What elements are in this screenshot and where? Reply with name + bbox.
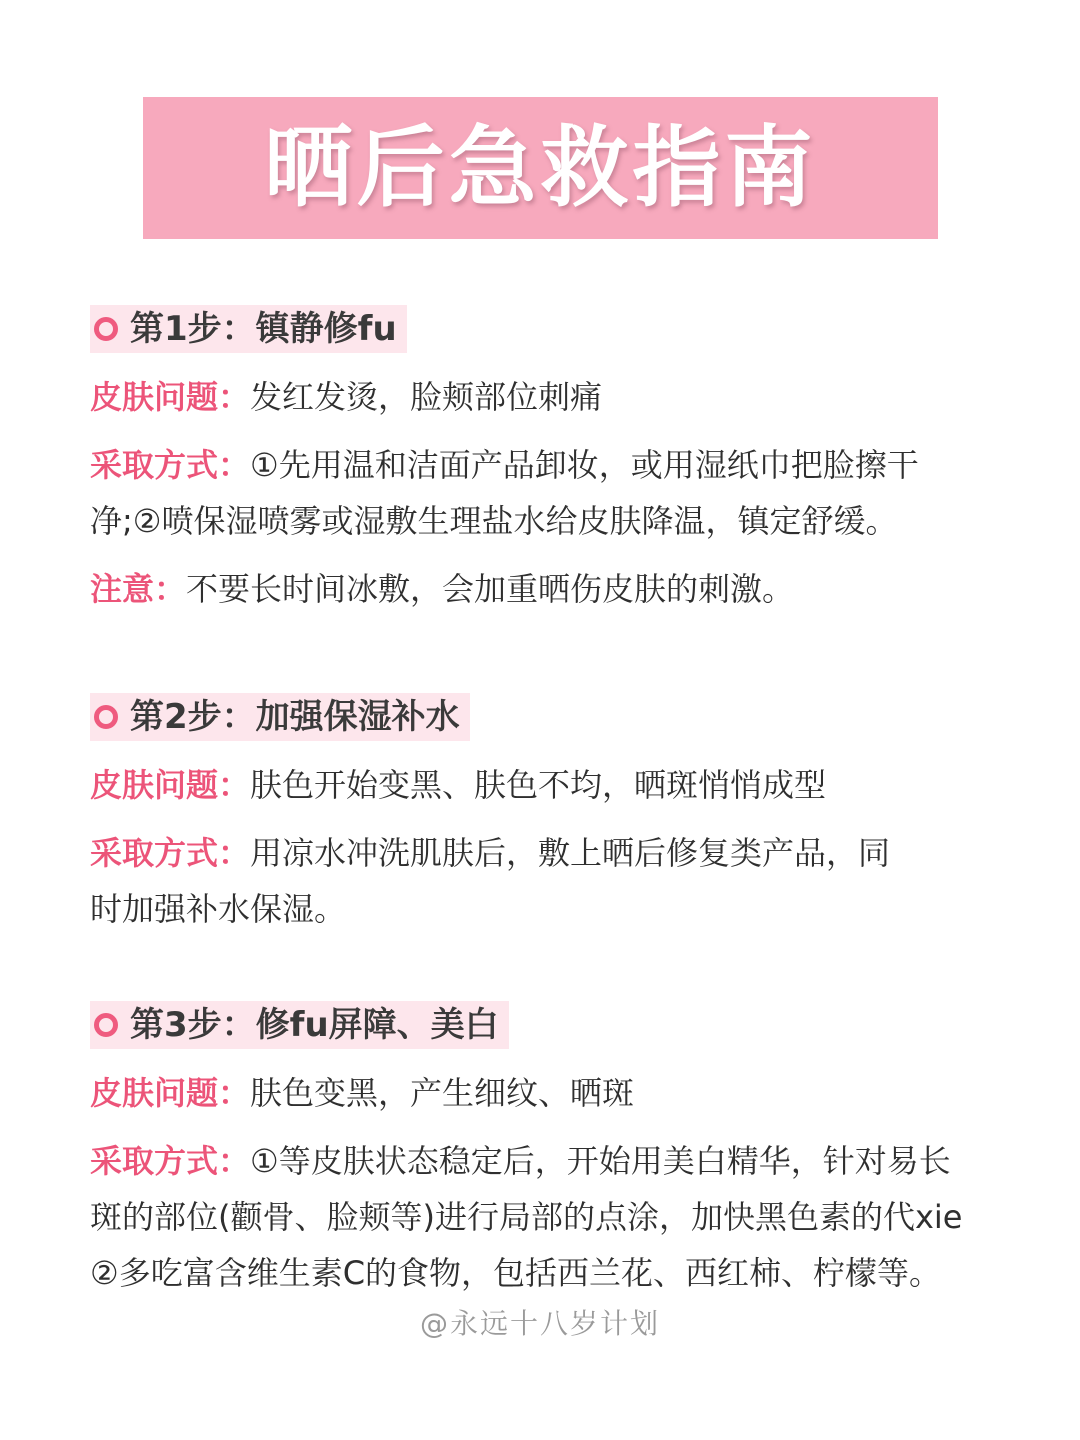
note-text: 不要长时间冰敷，会加重晒伤皮肤的刺激。 [186, 570, 795, 608]
circle-icon [94, 705, 118, 729]
problem-label: 皮肤问题： [90, 766, 251, 804]
step-2-method [90, 825, 990, 881]
method-text: ①先用温和洁面产品卸妆，或用湿纸巾把脸擦干 [250, 446, 919, 484]
step-1-method [90, 437, 990, 493]
step-1-note [90, 561, 990, 617]
step-3-problem [90, 1065, 990, 1121]
step-1-problem [90, 369, 990, 425]
problem-text: 肤色开始变黑、肤色不均，晒斑悄悄成型 [250, 766, 827, 804]
step-1-heading [90, 305, 407, 353]
step-1-section [90, 305, 990, 617]
method-text: ①等皮肤状态稳定后，开始用美白精华，针对易长 [250, 1142, 951, 1180]
problem-label: 皮肤问题： [90, 1074, 251, 1112]
circle-icon [94, 1013, 118, 1037]
step-2-method-cont: 时加强补水保湿。 [90, 890, 347, 928]
step-3-method-cont: 斑的部位(颧骨、脸颊等)进行局部的点涂，加快黑色素的代xie [90, 1198, 963, 1236]
step-2-heading-text: 第2步：加强保湿补水 [130, 697, 460, 737]
step-3-section [90, 1001, 990, 1301]
footer-credit: @永远十八岁计划 [419, 1307, 660, 1340]
page-title: 晒后急救指南 [264, 116, 817, 219]
step-3-heading-text: 第3步：修fu屏障、美白 [130, 1005, 499, 1045]
title-banner [143, 97, 938, 239]
step-3-heading [90, 1001, 509, 1049]
step-1-heading-text: 第1步：镇静修fu [130, 309, 397, 349]
method-text: 用凉水冲洗肌肤后，敷上晒后修复类产品，同 [250, 834, 891, 872]
step-1-method-cont: 净;②喷保湿喷雾或湿敷生理盐水给皮肤降温，镇定舒缓。 [90, 502, 898, 540]
note-label: 注意： [90, 570, 187, 608]
step-2-problem [90, 757, 990, 813]
method-label: 采取方式： [90, 446, 251, 484]
method-label: 采取方式： [90, 834, 251, 872]
step-3-method-cont2: ②多吃富含维生素C的食物，包括西兰花、西红柿、柠檬等。 [90, 1254, 942, 1292]
circle-icon [94, 317, 118, 341]
method-label: 采取方式： [90, 1142, 251, 1180]
problem-label: 皮肤问题： [90, 378, 251, 416]
problem-text: 发红发烫，脸颊部位刺痛 [250, 378, 603, 416]
step-2-heading [90, 693, 470, 741]
problem-text: 肤色变黑，产生细纹、晒斑 [250, 1074, 635, 1112]
step-3-method [90, 1133, 990, 1189]
step-2-section [90, 693, 990, 937]
